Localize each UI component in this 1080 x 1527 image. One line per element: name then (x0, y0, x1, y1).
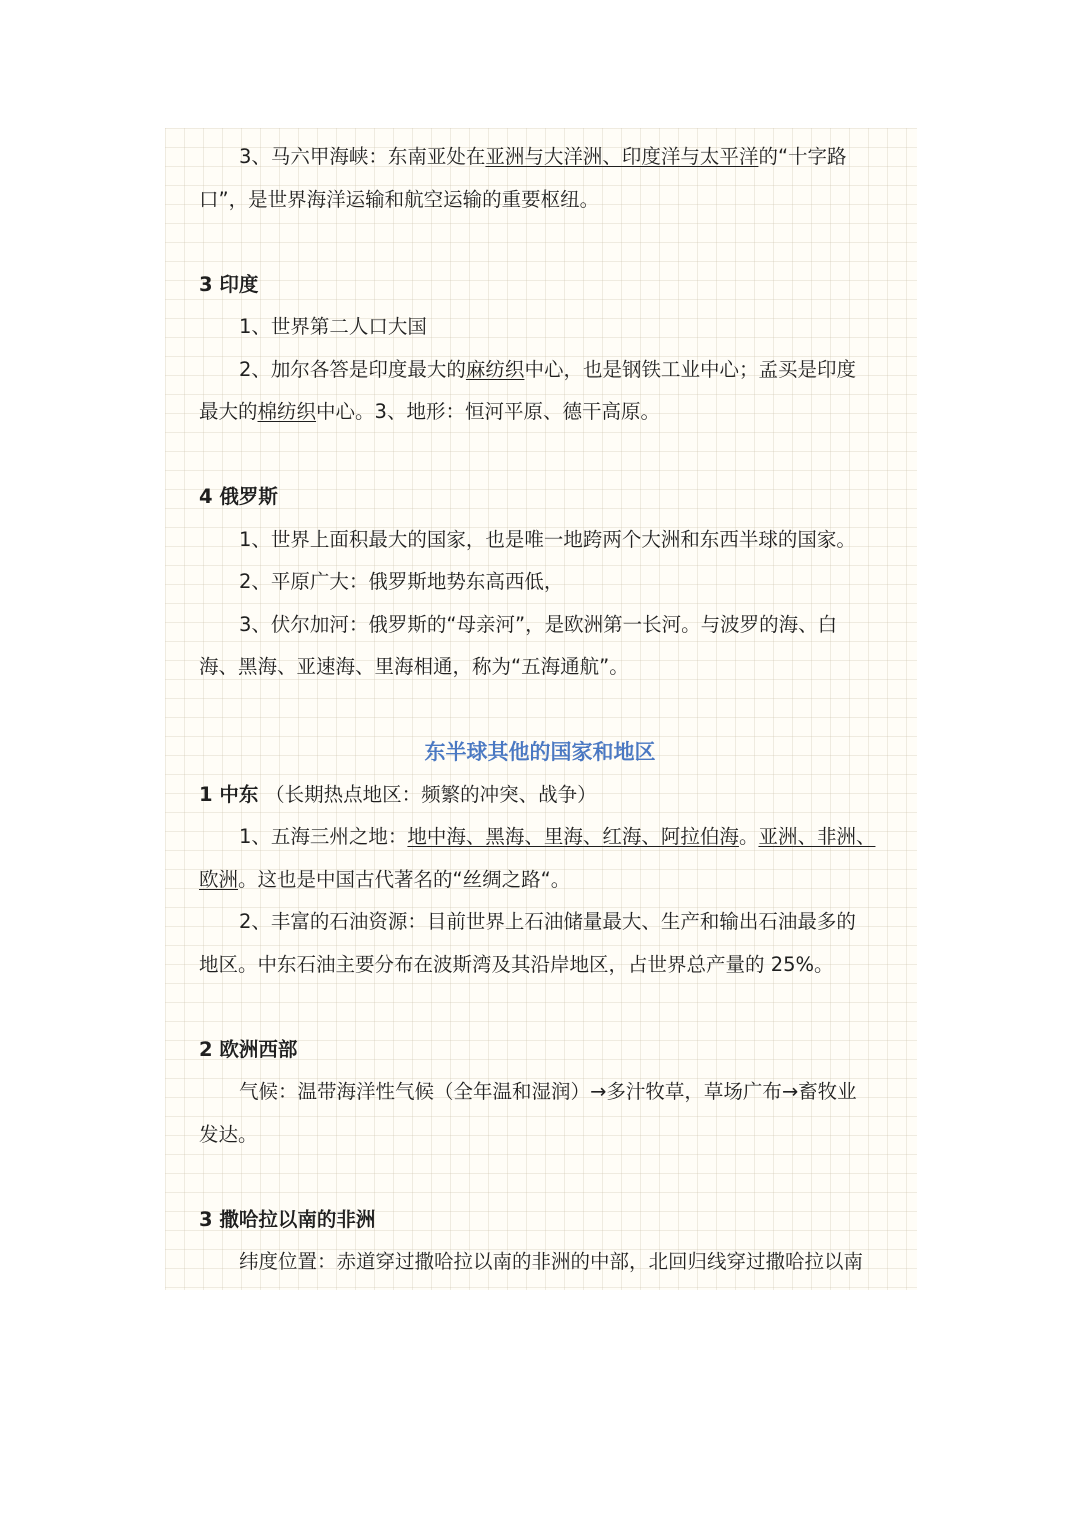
spacer (199, 221, 881, 264)
africa-point-1: 纬度位置：赤道穿过撒哈拉以南的非洲的中部，北回归线穿过撒哈拉以南 (239, 1250, 864, 1273)
malacca-line-2: 口”，是世界海洋运输和航空运输的重要枢纽。 (199, 187, 600, 211)
underlined-text: 地中海、黑海、里海、红海、阿拉伯海 (407, 825, 739, 848)
mideast-point-2: 2、丰富的石油资源：目前世界上石油储量最大、生产和输出石油最多的 (239, 910, 856, 933)
spacer (199, 689, 881, 732)
heading-text: 1 中东 (199, 782, 259, 806)
text-span: 中心。3、地形：恒河平原、德干高原。 (316, 400, 660, 423)
text-span: 1、五海三州之地： (239, 825, 408, 848)
russia-point-3: 3、伏尔加河：俄罗斯的“母亲河”，是欧洲第一长河。与波罗的海、白 (239, 612, 838, 636)
africa-heading: 3 撒哈拉以南的非洲 (199, 1207, 376, 1231)
india-heading: 3 印度 (199, 272, 259, 296)
russia-point-3-cont: 海、黑海、亚速海、里海相通，称为“五海通航”。 (199, 655, 629, 678)
text-span: 。 (738, 825, 759, 848)
india-point-2-cont (199, 391, 881, 434)
spacer (199, 1156, 881, 1199)
mideast-point-1-cont (199, 859, 881, 902)
westeurope-point-1: 气候：温带海洋性气候（全年温和湿润）→多汁牧草，草场广布→畜牧业 (239, 1080, 857, 1103)
india-point-1: 1、世界第二人口大国 (239, 315, 427, 338)
westeurope-heading: 2 欧洲西部 (199, 1037, 298, 1061)
text-span: 中心，也是钢铁工业中心；孟买是印度 (524, 357, 856, 381)
mideast-point-2-cont: 地区。中东石油主要分布在波斯湾及其沿岸地区，占世界总产量的 25%。 (199, 952, 834, 976)
russia-point-2: 2、平原广大：俄罗斯地势东高西低， (239, 570, 564, 593)
spacer (199, 434, 881, 477)
spacer (199, 986, 881, 1029)
russia-point-1: 1、世界上面积最大的国家，也是唯一地跨两个大洲和东西半球的国家。 (239, 527, 856, 551)
mideast-heading (199, 774, 881, 817)
document-body (199, 136, 881, 1284)
heading-note: （长期热点地区：频繁的冲突、战争） (265, 782, 597, 806)
underlined-text: 麻纺织 (465, 357, 525, 381)
westeurope-point-1-cont: 发达。 (199, 1122, 258, 1146)
text-span: 的“十字路 (758, 145, 847, 168)
section-title: 东半球其他的国家和地区 (424, 740, 656, 764)
underlined-text: 亚洲、非洲、 (758, 825, 876, 848)
india-point-2 (199, 349, 881, 392)
text-span: 。这也是中国古代著名的“丝绸之路“。 (238, 867, 571, 891)
malacca-line-1 (199, 136, 881, 179)
text-span: 最大的 (199, 400, 258, 423)
russia-heading: 4 俄罗斯 (199, 485, 278, 508)
underlined-text: 亚洲与大洋洲、印度洋与太平洋 (485, 145, 759, 168)
text-span: 3、马六甲海峡：东南亚处在 (239, 145, 486, 168)
underlined-text: 欧洲 (199, 867, 239, 891)
text-span: 2、加尔各答是印度最大的 (239, 357, 466, 381)
mideast-point-1 (199, 816, 881, 859)
underlined-text: 棉纺织 (257, 400, 317, 423)
